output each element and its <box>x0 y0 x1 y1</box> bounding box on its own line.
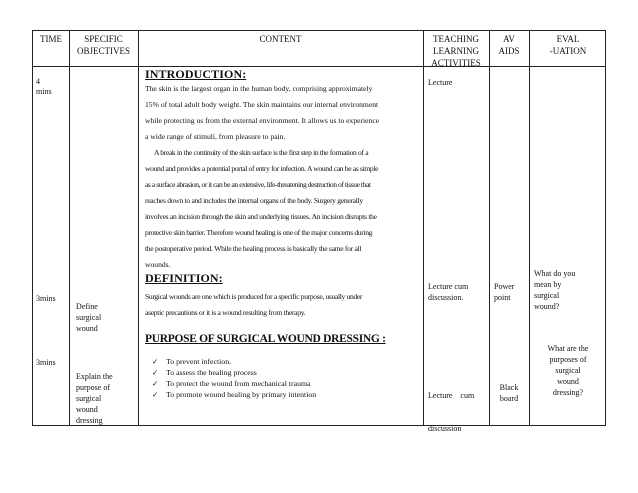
list-item: ✓ To protect the wound from mechanical trauma <box>152 379 311 388</box>
header-time: TIME <box>40 34 62 44</box>
header-teaching: TEACHING LEARNING ACTIVITIES <box>431 34 481 68</box>
list-item: ✓ To assess the healing process <box>152 368 257 377</box>
purpose-list <box>152 356 316 400</box>
header-evaluation: EVAL -UATION <box>549 34 587 56</box>
header-divider <box>33 66 605 67</box>
evaluation-definition: What do you mean by surgical wound? <box>534 269 576 311</box>
checkmark-icon: ✓ <box>152 357 159 366</box>
objective-definition: Define surgical wound <box>76 302 102 333</box>
list-item: ✓ To promote wound healing by primary intention <box>152 390 317 399</box>
objective-purpose: Explain the purpose of surgical wound dressing <box>76 372 113 425</box>
introduction-heading: INTRODUCTION: <box>145 67 247 81</box>
aids-purpose: Black board <box>499 383 519 403</box>
col-divider <box>69 31 70 425</box>
time-purpose: 3mins <box>36 358 56 367</box>
header-objectives: SPECIFIC OBJECTIVES <box>76 34 130 56</box>
evaluation-purpose: What are the purposes of surgical wound dressing? <box>547 344 589 397</box>
checkmark-icon: ✓ <box>152 379 159 388</box>
definition-text: Surgical wounds are one which is produced for a specific purpose, usually under aseptic precautions or it is a wound resulting from therapy. <box>145 292 363 317</box>
activity-definition: Lecture cum discussion. <box>428 282 469 302</box>
definition-heading: DEFINITION: <box>145 271 223 285</box>
introduction-text: The skin is the largest organ in the human body, comprising approximately 15% of total adult body weight. The skin maintains our internal environment while protecting us from the external environment. It allows us to experience a wide range of stimuli, from pleasure to pain. A break in the continuity of the skin surface is the first step in the formation of a wound and provides a potential portal of entry for infection. A wound can be as simple as a surface abrasion, or it can be an extensive, life-threatening destruction of tissue that reaches down to and includes the internal organs of the body. Surgery generally involves an incision through the skin and underlying tissues. An incision disrupts the protective skin barrier. Therefore wound healing is one of the major concerns during the postoperative period. While the healing process is basically the same for all wounds. <box>145 84 380 269</box>
col-divider <box>138 31 139 425</box>
list-item: ✓ To prevent infection. <box>152 357 232 366</box>
col-divider <box>489 31 490 425</box>
activity-introduction: Lecture <box>428 78 453 87</box>
checkmark-icon: ✓ <box>152 390 159 399</box>
purpose-heading: PURPOSE OF SURGICAL WOUND DRESSING : <box>145 333 386 345</box>
activity-purpose: Lecture cum discussion <box>428 391 475 433</box>
time-introduction: 4 mins <box>36 77 52 96</box>
header-content: CONTENT <box>259 34 302 44</box>
aids-definition: Power point <box>494 282 515 302</box>
col-divider <box>423 31 424 425</box>
time-definition: 3mins <box>36 294 56 303</box>
header-av-aids: AV AIDS <box>498 34 520 56</box>
lesson-plan-table <box>32 30 606 433</box>
checkmark-icon: ✓ <box>152 368 159 377</box>
